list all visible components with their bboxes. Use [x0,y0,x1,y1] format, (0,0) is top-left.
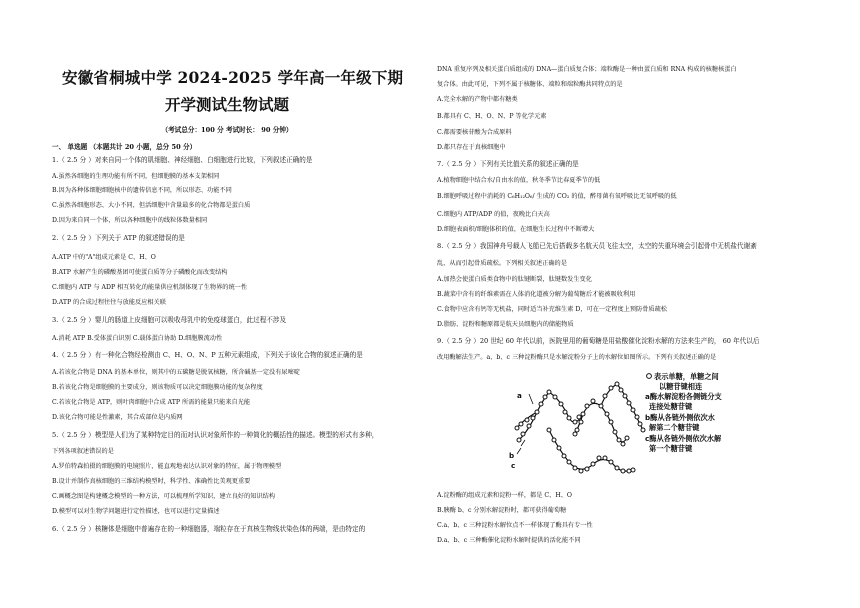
option-2b: B.ATP 水解产生的磷酸基团可使蛋白质等分子磷酸化而改变结构 [52,269,228,276]
question-4: 4.（ 2.5 分 ）有一种化合物经检测由 C、H、O、N、P 五种元素组成，下列关于该化合物的叙述正确的是 [52,351,363,359]
legend-line-7: c酶从各链外侧依次水解 [645,434,722,443]
question-6-cont-2: 复合体。由此可见，下列不属于核糖体、端粒和端粒酶共同特点的是 [437,81,623,88]
question-5: 5.（ 2.5 分 ）模型是人们为了某种特定目的而对认识对象所作的一种简化的概括性的描述。模型的形式有多种， [52,431,379,439]
starch-hydrolysis-figure [509,370,783,488]
question-9: 9.（ 2.5 分 ）20 世纪 60 年代以前，医院里用的葡萄糖是用盐酸催化淀粉水解的方法来生产的， 60 年代以后 [437,337,760,345]
question-9-cont: 改用酶解法生产。a、b、c 三种淀粉酶只是水解淀粉分子上的水解位如图所示。下列有关叙述正确的是 [437,354,717,361]
legend-line-8: 第一个糖苷键 [649,444,693,453]
figure-legend [645,372,723,453]
question-6: 6.（ 2.5 分 ）核糖体是细胞中普遍存在的一种细胞器，端粒存在于真核生物线状染色体的两端，是由特定的 [52,525,366,533]
question-2: 2.（ 2.5 分 ）下列关于 ATP 的叙述错误的是 [52,234,185,242]
option-9d: D.a、b、c 三种酶催化淀粉水解时提供的活化能不同 [437,537,581,544]
option-7c: C.细胞内 ATP/ADP 的值，夜晚比白天高 [437,211,550,218]
option-2a: A.ATP 中的"A"组成元素是 C、H、O [52,254,156,261]
option-2d: D.ATP 的合成过程往往与放能反应相关联 [52,299,166,306]
options-3: A.消耗 ATP B.受体蛋白识别 C.载体蛋白协助 D.细胞膜流动性 [52,335,223,342]
question-8-cont: 乱，从而引起骨质疏松。下列相关叙述正确的是 [437,260,567,267]
option-1c: C.虽然各细胞形态、大小不同，但活细胞中含量最多的化合物都是蛋白质 [52,202,251,209]
option-6d: D.都只存在于真核细胞中 [437,144,506,151]
option-9a: A.淀粉酶的组成元素和淀粉一样，都是 C、H、O [437,492,572,499]
option-5b: B.设计并制作真核细胞的三维结构模型时，科学性、准确性比美观更重要 [52,478,251,485]
option-5d: D.模型可以对生物学问题进行定性描述，也可以进行定量描述 [52,508,220,515]
option-4c: C.若该化合物是 ATP，则叶肉细胞中合成 ATP 所需的能量只能来自光能 [52,399,251,406]
label-c: c [511,461,516,470]
legend-line-5: b酶从各链外侧依次水 [645,413,715,422]
question-5-cont: 下列各项叙述错误的是 [52,448,114,455]
option-1b: B.因为各种体细胞细胞核中的遗传信息不同，所以形态、功能不同 [52,187,232,194]
option-5a: A.罗伯特森拍摄的细胞膜的电镜照片，能直观地表达认识对象的特征，属于物理模型 [52,463,282,470]
option-7a: A.植物细胞中结合水/自由水的值，秋冬季节比春夏季节的低 [437,177,601,184]
question-1: 1.（ 2.5 分 ）对来自同一个体的肌细胞、神经细胞、白细胞进行比较，下列叙述正确的是 [52,156,313,164]
option-8b: B.蔬菜中含有的纤维素需在人体消化道被分解为葡萄糖后才能被吸收利用 [437,291,636,298]
legend-line-3: a酶水解淀粉各侧链分支 [645,392,722,401]
legend-line-1: 表示单糖，单糖之间 [654,372,719,381]
option-2c: C.细胞内 ATP 与 ADP 相互转化的能量供应机制体现了生物界的统一性 [52,284,248,291]
option-7d: D.细胞表面积/细胞体积的值，在细胞生长过程中不断增大 [437,226,595,233]
title-line-2: 开学测试生物试题 [164,95,289,114]
legend-line-4: 连接处糖苷键 [649,402,693,411]
title-line-1: 安徽省桐城中学 2024-2025 学年高一年级下期 [62,68,404,87]
question-3: 3.（ 2.5 分 ）婴儿的肠道上皮细胞可以吸收母乳中的免疫球蛋白，此过程不涉及 [52,316,287,324]
option-8d: D.脂肪、淀粉和糖原都是航天员细胞内的储能物质 [437,321,574,328]
question-6-cont-1: DNA 重复序列及相关蛋白质组成的 DNA—蛋白质复合体；端粒酶是一种由蛋白质和 RNA 构成的核糖核蛋白 [437,66,737,73]
question-7: 7.（ 2.5 分 ）下列有关比值关系的叙述正确的是 [437,160,579,168]
option-8a: A.加热会使蛋白质类食物中的肽键断裂，肽键数发生变化 [437,276,592,283]
option-9b: B.胰酶 b、c 分别水解淀粉时，都可获得葡萄糖 [437,507,567,514]
option-6c: C.都需要核苷酸为合成原料 [437,129,512,136]
question-8: 8.（ 2.5 分 ）我国神舟号载人飞船已先后搭载多名航天员飞往太空，太空的失重环境会引起骨中无机盐代谢紊 [437,242,757,250]
option-4b: B.若该化合物是细胞膜的主要成分，则该物质可以决定细胞膜功能的复杂程度 [52,384,263,391]
option-1a: A.虽然各细胞的生理功能有所不同，但细胞膜的基本支架相同 [52,173,220,180]
option-8c: C.食物中应含有钙等无机盐，同时适当补充维生素 D，可在一定程度上预防骨质疏松 [437,306,667,313]
option-4a: A.若该化合物是 DNA 的基本单位，则其中的五碳糖是脱氧核糖，所含碱基一定没有尿嘧啶 [52,369,300,376]
exam-info: （考试总分：100 分 考试时长： 90 分钟） [161,126,293,134]
option-4d: D.该化合物可能是性激素，其合成部位是内质网 [52,414,183,421]
option-7b: B.细胞呼吸过程中消耗的 C₆H₁₂O₆/ 生成的 CO₂ 的值，醉母菌有氧呼吸比无氧呼吸的低 [437,193,677,200]
option-6b: B.都具有 C、H、O、N、P 等化学元素 [437,113,547,120]
legend-line-6: 解第二个糖苷键 [649,423,700,432]
monosaccharide-icon [647,374,652,379]
option-5c: C.画概念图是构建概念模型的一种方法，可以梳理所学知识，建立良好的知识结构 [52,493,276,500]
option-1d: D.因为来自同一个体，所以各种细胞中的线粒体数量相同 [52,217,208,224]
option-9c: C.a、b、c 三种淀粉水解位点不一样体现了酶具有专一性 [437,522,593,529]
label-b: b [509,451,515,460]
section-heading: 一、 单选题 （本题共计 20 小题，总分 50 分） [52,143,197,151]
legend-line-2: 以糖苷键相连 [659,382,703,391]
option-6a: A.完全水解的产物中都有糖类 [437,96,518,103]
starch-molecule-chains [515,382,645,473]
label-a: a [517,391,522,400]
